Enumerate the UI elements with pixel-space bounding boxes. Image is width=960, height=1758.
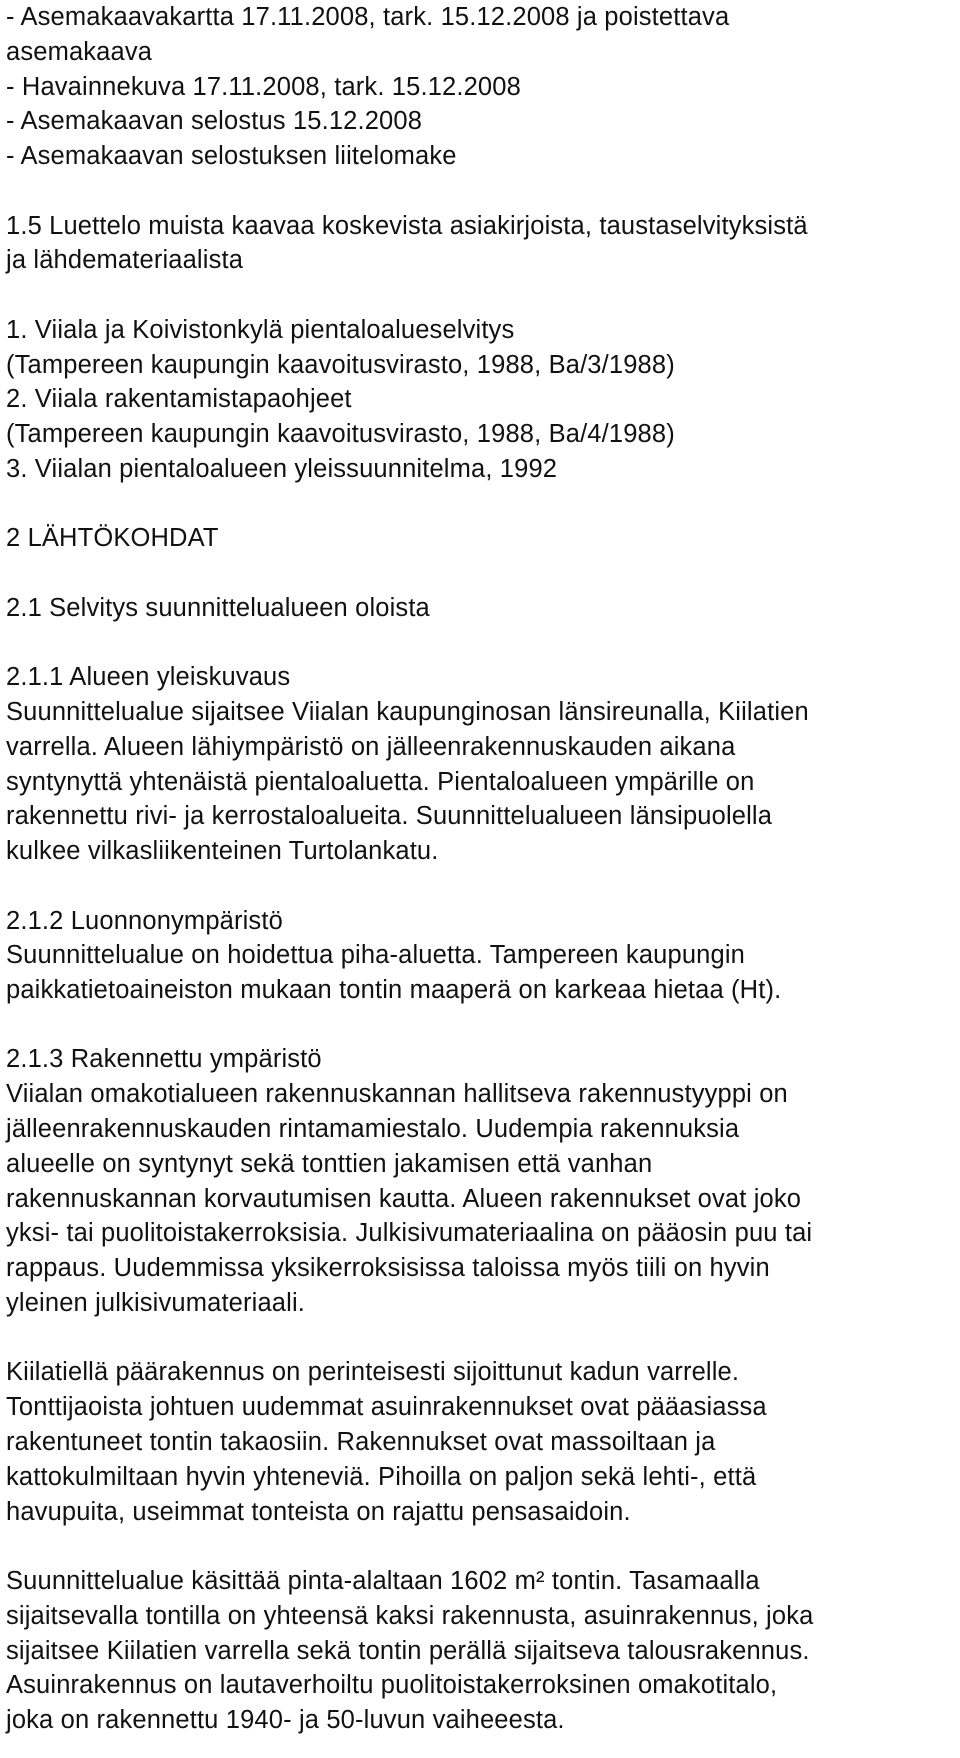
paragraph-kiilatie bbox=[6, 1355, 956, 1529]
spacer bbox=[6, 869, 956, 904]
paragraph-line: Asuinrakennus on lautaverhoiltu puolitoistakerroksinen omakotitalo, bbox=[6, 1671, 778, 1700]
spacer bbox=[6, 278, 956, 313]
document-page bbox=[6, 0, 956, 1738]
heading-line: ja lähdemateriaalista bbox=[6, 246, 244, 275]
paragraph-line: Suunnittelualue sijaitsee Viialan kaupunginosan länsireunalla, Kiilatien bbox=[6, 697, 809, 726]
section-2-1-3 bbox=[6, 1042, 956, 1320]
spacer bbox=[6, 174, 956, 209]
paragraph-line: syntynyttä yhtenäistä pientaloaluetta. Pientaloalueen ympärille on bbox=[6, 767, 755, 796]
paragraph-line: kattokulmiltaan hyvin yhteneviä. Pihoilla on paljon sekä lehti-, että bbox=[6, 1462, 757, 1491]
section-2-1-1 bbox=[6, 660, 956, 869]
reference-line: 1. Viiala ja Koivistonkylä pientaloalueselvitys bbox=[6, 315, 515, 344]
spacer bbox=[6, 626, 956, 661]
paragraph-line: yleinen julkisivumateriaali. bbox=[6, 1289, 305, 1318]
paragraph-line: jälleenrakennuskauden rintamamiestalo. Uudempia rakennuksia bbox=[6, 1115, 740, 1144]
attachment-list bbox=[6, 0, 956, 174]
paragraph-line: Tonttijaoista johtuen uudemmat asuinrakennukset ovat pääasiassa bbox=[6, 1393, 767, 1422]
attachment-line: - Havainnekuva 17.11.2008, tark. 15.12.2008 bbox=[6, 72, 521, 101]
attachment-line: - Asemakaavakartta 17.11.2008, tark. 15.12.2008 ja poistettava bbox=[6, 3, 730, 31]
attachment-line: - Asemakaavan selostuksen liitelomake bbox=[6, 142, 457, 171]
spacer bbox=[6, 1529, 956, 1564]
paragraph-line: alueelle on syntynyt sekä tonttien jakamisen että vanhan bbox=[6, 1149, 653, 1178]
paragraph-line: rakennuskannan korvautumisen kautta. Alueen rakennukset ovat joko bbox=[6, 1184, 802, 1213]
section-2-heading: 2 LÄHTÖKOHDAT bbox=[6, 524, 219, 553]
section-2-1-2 bbox=[6, 904, 956, 1008]
spacer bbox=[6, 487, 956, 522]
paragraph-line: varrella. Alueen lähiympäristö on jälleenrakennuskauden aikana bbox=[6, 732, 736, 761]
spacer bbox=[6, 1008, 956, 1043]
paragraph-line: Suunnittelualue käsittää pinta-alaltaan 1602 m² tontin. Tasamaalla bbox=[6, 1567, 760, 1596]
paragraph-line: Kiilatiellä päärakennus on perinteisesti sijoittunut kadun varrelle. bbox=[6, 1358, 740, 1387]
attachment-line: asemakaava bbox=[6, 37, 153, 66]
paragraph-line: rakennettu rivi- ja kerrostaloalueita. Suunnittelualueen länsipuolella bbox=[6, 802, 773, 831]
spacer bbox=[6, 1321, 956, 1356]
paragraph-area bbox=[6, 1564, 956, 1738]
paragraph-line: Viialan omakotialueen rakennuskannan hallitseva rakennustyyppi on bbox=[6, 1080, 788, 1109]
reference-line: (Tampereen kaupungin kaavoitusvirasto, 1988, Ba/3/1988) bbox=[6, 350, 675, 379]
paragraph-line: rakentuneet tontin takaosiin. Rakennukset ovat massoiltaan ja bbox=[6, 1428, 716, 1457]
paragraph-line: rappaus. Uudemmissa yksikerroksisissa taloissa myös tiili on hyvin bbox=[6, 1254, 770, 1283]
reference-line: 2. Viiala rakentamistapaohjeet bbox=[6, 385, 352, 414]
paragraph-line: havupuita, useimmat tonteista on rajattu pensasaidoin. bbox=[6, 1497, 631, 1526]
paragraph-line: joka on rakennettu 1940- ja 50-luvun vaiheeesta. bbox=[6, 1706, 565, 1735]
paragraph-line: yksi- tai puolitoistakerroksisia. Julkisivumateriaalina on pääosin puu tai bbox=[6, 1219, 813, 1248]
paragraph-line: sijaitsevalla tontilla on yhteensä kaksi rakennusta, asuinrakennus, joka bbox=[6, 1601, 814, 1630]
subsection-heading: 2.1.3 Rakennettu ympäristö bbox=[6, 1045, 322, 1074]
reference-list bbox=[6, 313, 956, 487]
heading-line: 1.5 Luettelo muista kaavaa koskevista asiakirjoista, taustaselvityksistä bbox=[6, 211, 808, 240]
paragraph-line: kulkee vilkasliikenteinen Turtolankatu. bbox=[6, 837, 439, 866]
paragraph-line: sijaitsee Kiilatien varrella sekä tontin perällä sijaitseva talousrakennus. bbox=[6, 1636, 810, 1665]
paragraph-line: Suunnittelualue on hoidettua piha-aluetta. Tampereen kaupungin bbox=[6, 941, 745, 970]
reference-line: 3. Viialan pientaloalueen yleissuunnitelma, 1992 bbox=[6, 454, 558, 483]
attachment-line: - Asemakaavan selostus 15.12.2008 bbox=[6, 107, 423, 136]
subsection-heading: 2.1.2 Luonnonympäristö bbox=[6, 906, 283, 935]
paragraph-line: paikkatietoaineiston mukaan tontin maaperä on karkeaa hietaa (Ht). bbox=[6, 976, 782, 1005]
section-2-1-heading: 2.1 Selvitys suunnittelualueen oloista bbox=[6, 593, 430, 622]
subsection-heading: 2.1.1 Alueen yleiskuvaus bbox=[6, 663, 291, 692]
spacer bbox=[6, 556, 956, 591]
reference-line: (Tampereen kaupungin kaavoitusvirasto, 1988, Ba/4/1988) bbox=[6, 420, 675, 449]
section-1-5-heading bbox=[6, 209, 956, 279]
